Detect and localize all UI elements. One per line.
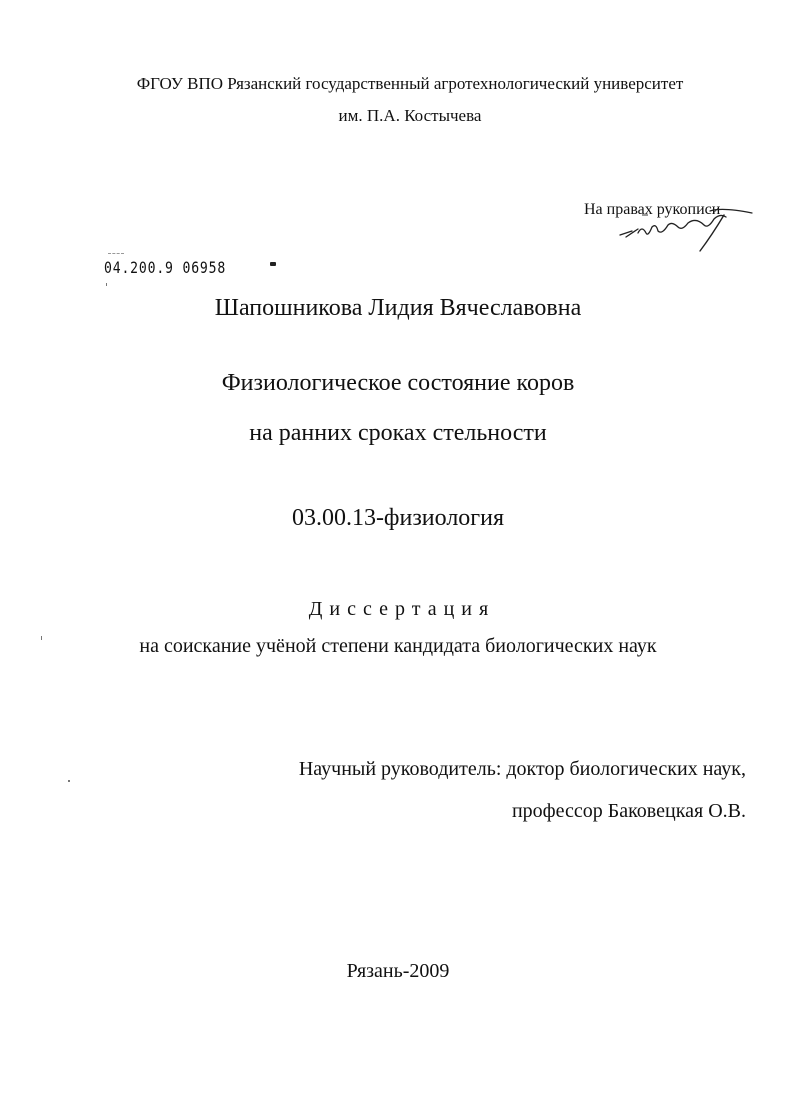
- dissertation-title-line2: на ранних сроках стельности: [249, 420, 547, 446]
- signature-icon: [612, 205, 762, 253]
- specialty-code: 03.00.13-физиология: [291, 505, 505, 531]
- degree-sought: на соискание учёной степени кандидата биологических наук: [139, 635, 657, 657]
- stamp-dots: [108, 253, 124, 254]
- stamp-mark-icon: [270, 262, 276, 266]
- institution-named-after: им. П.А. Костычева: [338, 106, 482, 125]
- dissertation-title-line1: Физиологическое состояние коров: [221, 370, 575, 396]
- scan-speck: [106, 283, 107, 286]
- supervisor-name: профессор Баковецкая О.В.: [511, 800, 746, 822]
- institution-name: ФГОУ ВПО Рязанский государственный агротехнологический университет: [136, 74, 684, 93]
- library-stamp-number: 04.200.9 06958: [104, 258, 227, 277]
- work-type: Диссертация: [308, 598, 496, 620]
- scan-speck: [68, 780, 70, 782]
- supervisor-title: Научный руководитель: доктор биологических наук,: [298, 758, 746, 780]
- author-name: Шапошникова Лидия Вячеславовна: [214, 295, 582, 321]
- city-year: Рязань-2009: [346, 960, 450, 982]
- scan-speck: [41, 636, 42, 640]
- manuscript-rights-note: На правах рукописи: [584, 201, 721, 218]
